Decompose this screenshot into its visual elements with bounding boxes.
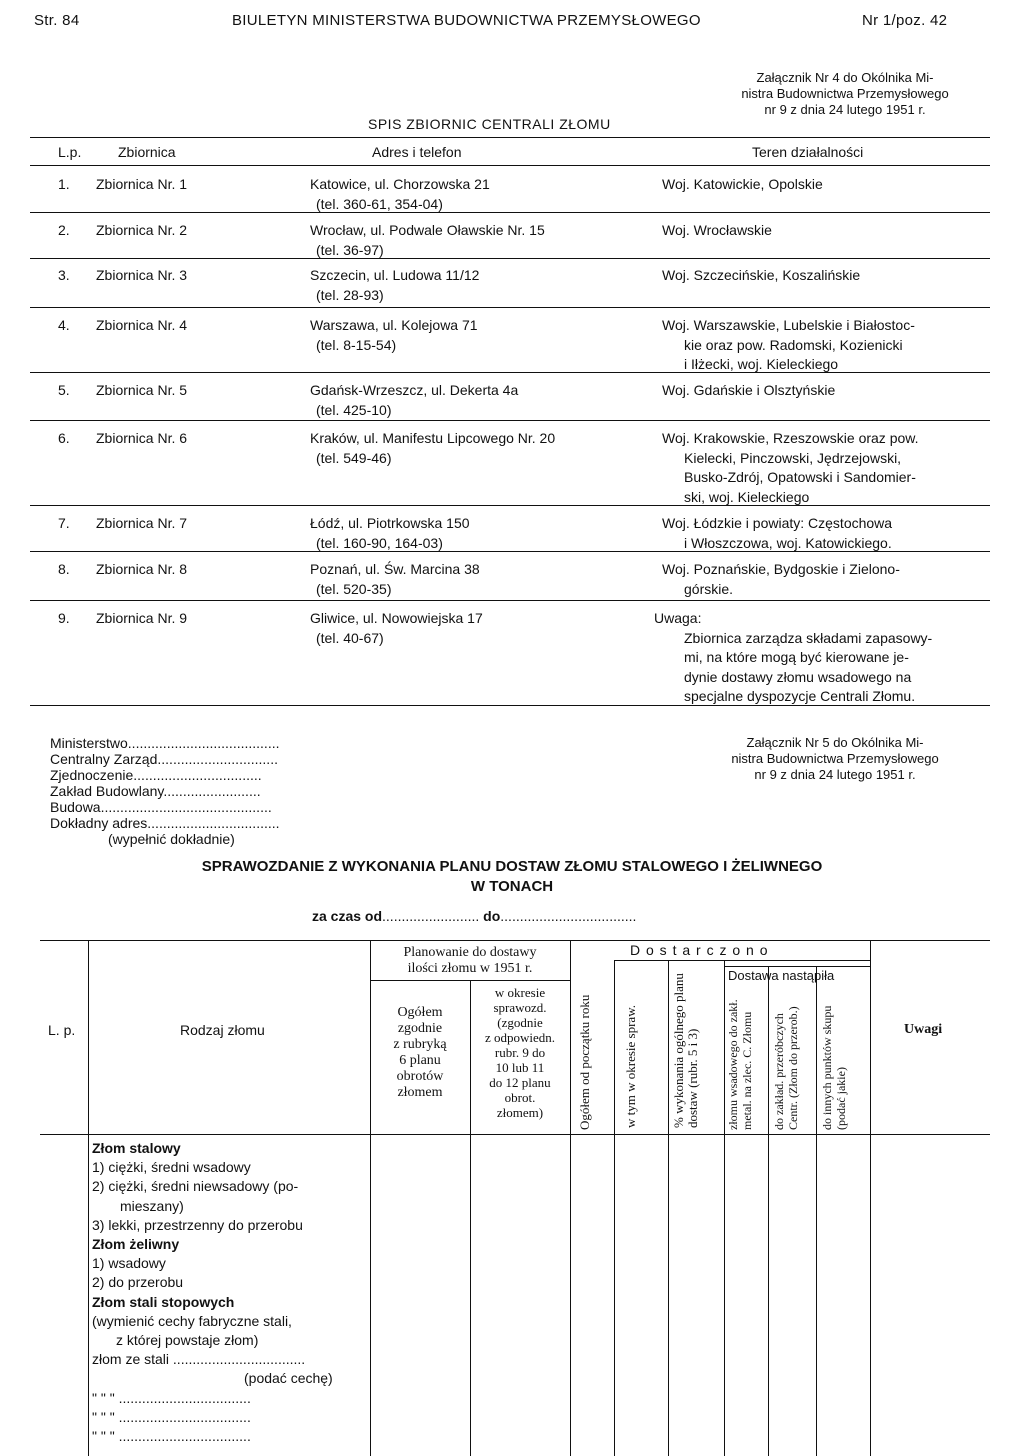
row-phone: (tel. 360-61, 354-04) — [316, 196, 443, 212]
form-field-hint: (wypełnić dokładnie) — [108, 831, 235, 847]
form-field-association[interactable]: Zjednoczenie................................. — [50, 767, 262, 783]
plan-total-line: złomem — [397, 1085, 443, 1100]
row-rule — [30, 551, 990, 552]
fill-in-dots[interactable]: .................................. — [169, 1351, 306, 1368]
row-number: 6. — [58, 430, 70, 446]
row-rule — [30, 505, 990, 506]
row-name: Zbiornica Nr. 2 — [96, 222, 188, 238]
row-name: Zbiornica Nr. 8 — [96, 561, 188, 577]
plan-total-line: z rubryką — [393, 1037, 447, 1052]
percent-header: % wykonania ogólnego planu dostaw (rubr. 5 i 3) — [671, 973, 700, 1128]
row-address: Warszawa, ul. Kolejowa 71 — [310, 317, 478, 333]
scrap-item — [116, 1332, 258, 1348]
delivery-sub-rule — [724, 966, 870, 967]
row-rule — [30, 307, 990, 308]
list-top-rule — [30, 137, 990, 138]
scrap-item-label: z której powstaje złom) — [116, 1332, 259, 1348]
scrap-item — [92, 1313, 292, 1329]
form-field-site[interactable]: Budowa............................................ — [50, 799, 272, 815]
scrap-item-label: 1) wsadowy — [92, 1255, 166, 1272]
row-phone: (tel. 549-46) — [316, 450, 392, 466]
report-title-line: SPRAWOZDANIE Z WYKONANIA PLANU DOSTAW ZŁOMU STALOWEGO I ŻELIWNEGO — [201, 858, 823, 875]
col-rule — [370, 940, 371, 1456]
scrap-item — [92, 1159, 251, 1175]
delivery-metal-header: złomu wsadowego do zakł. metal. na zlec. C. Złomu — [726, 999, 754, 1130]
plan-period-line: sprawozd. — [493, 1000, 547, 1015]
row-number: 3. — [58, 267, 70, 283]
annex4-line: Załącznik Nr 4 do Okólnika Mi- — [756, 70, 934, 85]
plan-header-line: Planowanie do dostawy — [403, 945, 537, 960]
plan-period-line: obrot. — [504, 1090, 536, 1105]
delivery-other-header: do innych punktów skupu (podać jakie) — [820, 1005, 848, 1130]
row-address: Łódź, ul. Piotrkowska 150 — [310, 515, 470, 531]
remarks-header: Uwagi — [904, 1022, 943, 1037]
row-area-line: kie oraz pow. Radomski, Kozienicki — [684, 336, 903, 353]
col-address: Adres i telefon — [372, 144, 462, 160]
col-rule — [724, 960, 725, 1456]
plan-period-header — [472, 985, 568, 1120]
row-phone: (tel. 36-97) — [316, 242, 384, 258]
row-number: 5. — [58, 382, 70, 398]
scrap-item-label: Złom stalowy — [92, 1140, 181, 1156]
plan-period-line: (zgodnie — [497, 1015, 543, 1030]
scrap-item-label: złom ze stali — [92, 1351, 170, 1368]
row-area-line: Zbiornica zarządza składami zapasowy- — [684, 629, 933, 646]
row-area-line: i Iłżecki, woj. Kieleckiego — [684, 356, 839, 372]
scrap-item — [92, 1217, 303, 1233]
plan-total-line: obrotów — [396, 1069, 444, 1084]
row-area-line: Woj. Łódzkie i powiaty: Częstochowa — [662, 515, 893, 531]
col-rule — [614, 960, 615, 1456]
table-kind: Rodzaj złomu — [180, 1022, 265, 1038]
row-area-line: specjalne dyspozycje Centrali Złomu. — [684, 688, 916, 704]
row-phone: (tel. 28-93) — [316, 287, 384, 303]
scrap-item-label: 2) ciężki, średni niewsadowy (po- — [92, 1178, 299, 1195]
scrap-item-label: (wymienić cechy fabryczne stali, — [92, 1312, 292, 1329]
row-phone: (tel. 8-15-54) — [316, 337, 397, 353]
scrap-item-label: " " " — [92, 1408, 115, 1425]
annex4-line: nistra Budownictwa Przemysłowego — [741, 86, 949, 101]
row-number: 4. — [58, 317, 70, 333]
plan-total-line: Ogółem — [397, 1005, 443, 1020]
plan-period-line: złomem) — [496, 1105, 544, 1120]
table-lp: L. p. — [48, 1022, 76, 1038]
scrap-item-label: (podać cechę) — [244, 1370, 333, 1387]
form-fields — [50, 735, 280, 847]
scrap-item — [92, 1351, 305, 1367]
plan-total-header — [372, 1005, 468, 1101]
scrap-item — [92, 1409, 251, 1425]
issue-number: Nr 1/poz. 42 — [862, 12, 948, 29]
row-area-line: Kielecki, Pinczowski, Jędrzejowski, — [684, 449, 902, 466]
row-area-line: Woj. Wrocławskie — [662, 222, 772, 238]
row-number: 7. — [58, 515, 70, 531]
row-rule — [30, 372, 990, 373]
fill-in-dots[interactable]: .................................. — [114, 1428, 251, 1444]
plan-header-line: ilości złomu w 1951 r. — [407, 961, 533, 976]
col-name: Zbiornica — [118, 144, 176, 160]
row-area-line: Woj. Szczecińskie, Koszalińskie — [662, 267, 861, 283]
table-header-bottom-rule — [40, 1134, 990, 1135]
row-address: Szczecin, ul. Ludowa 11/12 — [310, 267, 480, 283]
plan-period-line: z odpowiedn. — [484, 1030, 556, 1045]
scrap-item-label: " " " — [92, 1389, 115, 1406]
row-phone: (tel. 40-67) — [316, 630, 384, 646]
delivered-rule — [614, 960, 870, 961]
report-title-line: W TONACH — [470, 878, 554, 895]
row-area-line: Woj. Katowickie, Opolskie — [662, 176, 823, 192]
row-number: 9. — [58, 610, 70, 626]
annex5-note — [680, 735, 990, 783]
page-number: Str. 84 — [34, 12, 80, 29]
col-area: Teren działalności — [752, 144, 864, 160]
row-area-line: Woj. Warszawskie, Lubelskie i Białostoc- — [662, 317, 915, 333]
scrap-item-label: Złom żeliwny — [92, 1236, 180, 1252]
row-area-line: Busko-Zdrój, Opatowski i Sandomier- — [684, 469, 916, 485]
scrap-item — [244, 1370, 333, 1386]
form-field-address[interactable]: Dokładny adres.................................. — [50, 815, 280, 831]
row-area-line: i Włoszczowa, woj. Katowickiego. — [684, 534, 892, 551]
scrap-item — [92, 1140, 181, 1156]
col-rule — [470, 980, 471, 1456]
row-name: Zbiornica Nr. 5 — [96, 382, 188, 398]
row-name: Zbiornica Nr. 1 — [96, 176, 188, 192]
scrap-item — [92, 1178, 298, 1194]
plan-period-line: w okresie — [494, 985, 546, 1000]
report-period[interactable]: za czas od......................... do................................... — [312, 908, 637, 924]
row-area-line: ski, woj. Kieleckiego — [684, 488, 810, 505]
row-number: 1. — [58, 176, 70, 192]
row-area-line: Uwaga: — [654, 610, 702, 626]
row-address: Kraków, ul. Manifestu Lipcowego Nr. 20 — [310, 430, 556, 446]
row-area-line: Woj. Poznańskie, Bydgoskie i Zielono- — [662, 561, 900, 577]
row-address: Katowice, ul. Chorzowska 21 — [310, 176, 490, 192]
delivery-header: Dostawa nastąpiła — [728, 968, 835, 983]
scrap-item-label: 3) lekki, przestrzenny do przerobu — [92, 1216, 303, 1233]
row-area-line: Woj. Krakowskie, Rzeszowskie oraz pow. — [662, 430, 919, 446]
row-number: 8. — [58, 561, 70, 577]
reporting-period-header: w tym w okresie spraw. — [623, 1005, 638, 1128]
fill-in-dots[interactable]: .................................. — [114, 1389, 251, 1406]
annex4-line: nr 9 z dnia 24 lutego 1951 r. — [764, 102, 926, 117]
col-rule — [88, 940, 89, 1456]
scrap-item-label: mieszany) — [120, 1197, 184, 1214]
row-number: 2. — [58, 222, 70, 238]
row-phone: (tel. 520-35) — [316, 581, 392, 597]
since-start-header: Ogółem od początku roku — [577, 994, 592, 1130]
row-name: Zbiornica Nr. 4 — [96, 317, 188, 333]
row-area-line: mi, na które mogą być kierowane je- — [684, 649, 909, 665]
row-name: Zbiornica Nr. 6 — [96, 430, 188, 446]
list-header-rule — [30, 165, 990, 166]
plan-period-line: do 12 planu — [489, 1075, 551, 1090]
plan-total-line: zgodnie — [397, 1021, 443, 1036]
row-rule — [30, 705, 990, 706]
col-rule — [570, 940, 571, 1456]
col-lp: L.p. — [58, 144, 82, 160]
row-rule — [30, 420, 990, 421]
row-area-line: Woj. Gdańskie i Olsztyńskie — [662, 382, 836, 398]
plan-period-line: rubr. 9 do — [494, 1045, 546, 1060]
row-name: Zbiornica Nr. 3 — [96, 267, 188, 283]
scrap-item — [92, 1255, 166, 1271]
row-area-line: dynie dostawy złomu wsadowego na — [684, 668, 912, 685]
row-phone: (tel. 425-10) — [316, 402, 392, 418]
row-address: Wrocław, ul. Podwale Oławskie Nr. 15 — [310, 222, 545, 238]
scrap-item-label: Złom stali stopowych — [92, 1293, 235, 1310]
delivered-header: D o s t a r c z o n o — [630, 942, 769, 958]
row-rule — [30, 258, 990, 259]
row-name: Zbiornica Nr. 7 — [96, 515, 188, 531]
annex4-note — [700, 70, 990, 118]
fill-in-dots[interactable]: .................................. — [114, 1408, 251, 1425]
plan-period-line: 10 lub 11 — [495, 1060, 545, 1075]
plan-total-line: 6 planu — [399, 1053, 441, 1068]
bulletin-title: BIULETYN MINISTERSTWA BUDOWNICTWA PRZEMYSŁOWEGO — [232, 12, 701, 29]
form-field-plant[interactable]: Zakład Budowlany......................... — [50, 783, 261, 799]
table-top-rule — [40, 940, 990, 941]
scrap-item — [92, 1390, 251, 1406]
annex5-line: nr 9 z dnia 24 lutego 1951 r. — [754, 767, 916, 782]
scrap-item — [92, 1274, 183, 1290]
row-area-line: górskie. — [684, 580, 734, 597]
row-address: Gliwice, ul. Nowowiejska 17 — [310, 610, 483, 626]
scrap-item — [92, 1236, 179, 1252]
scrap-item — [92, 1428, 251, 1444]
row-name: Zbiornica Nr. 9 — [96, 610, 188, 626]
col-rule — [768, 966, 769, 1456]
annex5-line: Załącznik Nr 5 do Okólnika Mi- — [746, 735, 924, 750]
row-phone: (tel. 160-90, 164-03) — [316, 535, 443, 551]
row-rule — [30, 212, 990, 213]
form-field-ministry[interactable]: Ministerstwo....................................... — [50, 735, 280, 751]
row-rule — [30, 600, 990, 601]
delivery-processing-header: do zakład. przeróbczych Centr. (Złom do przerob.) — [772, 1006, 800, 1130]
col-rule — [816, 966, 817, 1456]
form-field-central-board[interactable]: Centralny Zarząd............................... — [50, 751, 278, 767]
report-title — [0, 857, 1024, 897]
row-address: Gdańsk-Wrzeszcz, ul. Dekerta 4a — [310, 382, 519, 398]
plan-header — [372, 945, 568, 977]
scrap-item — [120, 1198, 184, 1214]
row-address: Poznań, ul. Św. Marcina 38 — [310, 561, 480, 577]
col-rule — [870, 940, 871, 1456]
scrap-item — [92, 1294, 234, 1310]
scrap-item-label: 2) do przerobu — [92, 1274, 184, 1291]
scrap-item-label: " " " — [92, 1428, 115, 1444]
scrap-item-label: 1) ciężki, średni wsadowy — [92, 1159, 251, 1176]
annex5-line: nistra Budownictwa Przemysłowego — [731, 751, 939, 766]
col-rule — [668, 960, 669, 1456]
list-title: SPIS ZBIORNIC CENTRALI ZŁOMU — [368, 116, 611, 132]
